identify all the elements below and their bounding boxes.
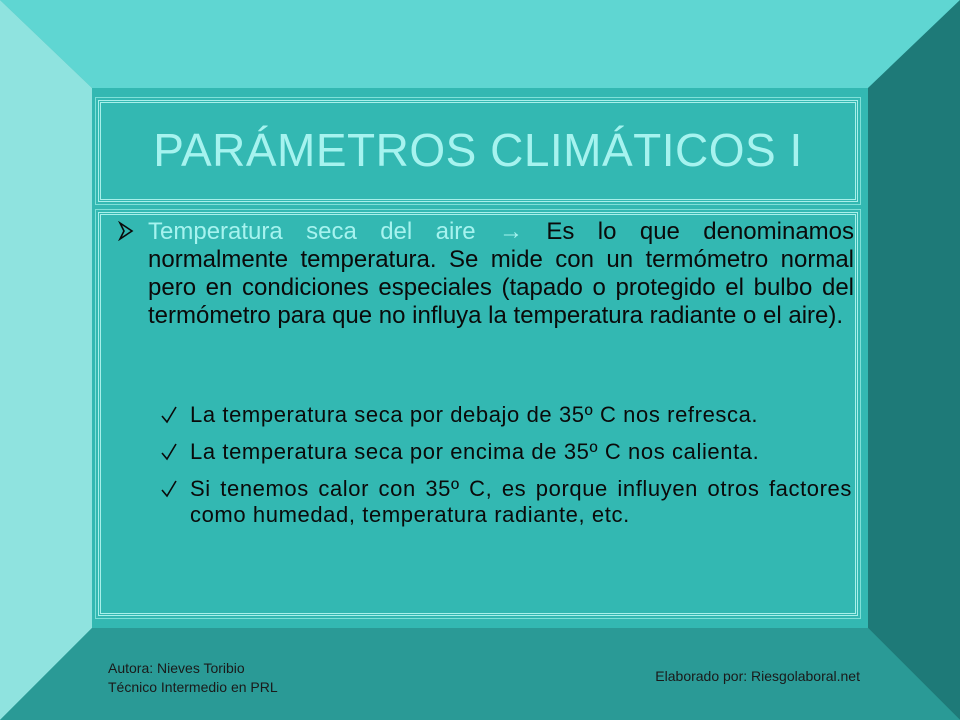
slide-title: PARÁMETROS CLIMÁTICOS I: [153, 124, 803, 176]
sub-bullet-text: La temperatura seca por encima de 35º C nos calienta.: [190, 439, 760, 464]
main-bullet-body: Es lo que denominamos normalmente temperatura. Se mide con un termómetro normal pero en condiciones especiales (tapado o protegido el bulbo del termómetro para que no influya la temperatura radiante o el aire).: [148, 218, 855, 329]
sub-bullet: [160, 439, 852, 465]
sub-bullet: [160, 402, 852, 428]
title-box: [98, 100, 858, 202]
main-bullet: [118, 218, 854, 330]
sub-bullet: [160, 476, 852, 528]
checkmark-icon: [160, 441, 178, 463]
sub-bullet-text: Si tenemos calor con 35º C, es porque influyen otros factores como humedad, temperatura radiante, etc.: [190, 476, 852, 527]
main-bullet-text: [148, 218, 854, 330]
author-name: Autora: Nieves Toribio: [108, 660, 245, 676]
arrow-bullet-icon: [118, 221, 134, 241]
author-footer: [108, 659, 278, 697]
sub-bullet-list: [160, 402, 852, 539]
credit-footer: Elaborado por: Riesgolaboral.net: [655, 668, 860, 684]
sub-bullet-text: La temperatura seca por debajo de 35º C nos refresca.: [190, 402, 759, 427]
checkmark-icon: [160, 478, 178, 500]
author-title: Técnico Intermedio en PRL: [108, 679, 278, 695]
main-bullet-lead: Temperatura seca del aire →: [148, 218, 547, 245]
checkmark-icon: [160, 404, 178, 426]
